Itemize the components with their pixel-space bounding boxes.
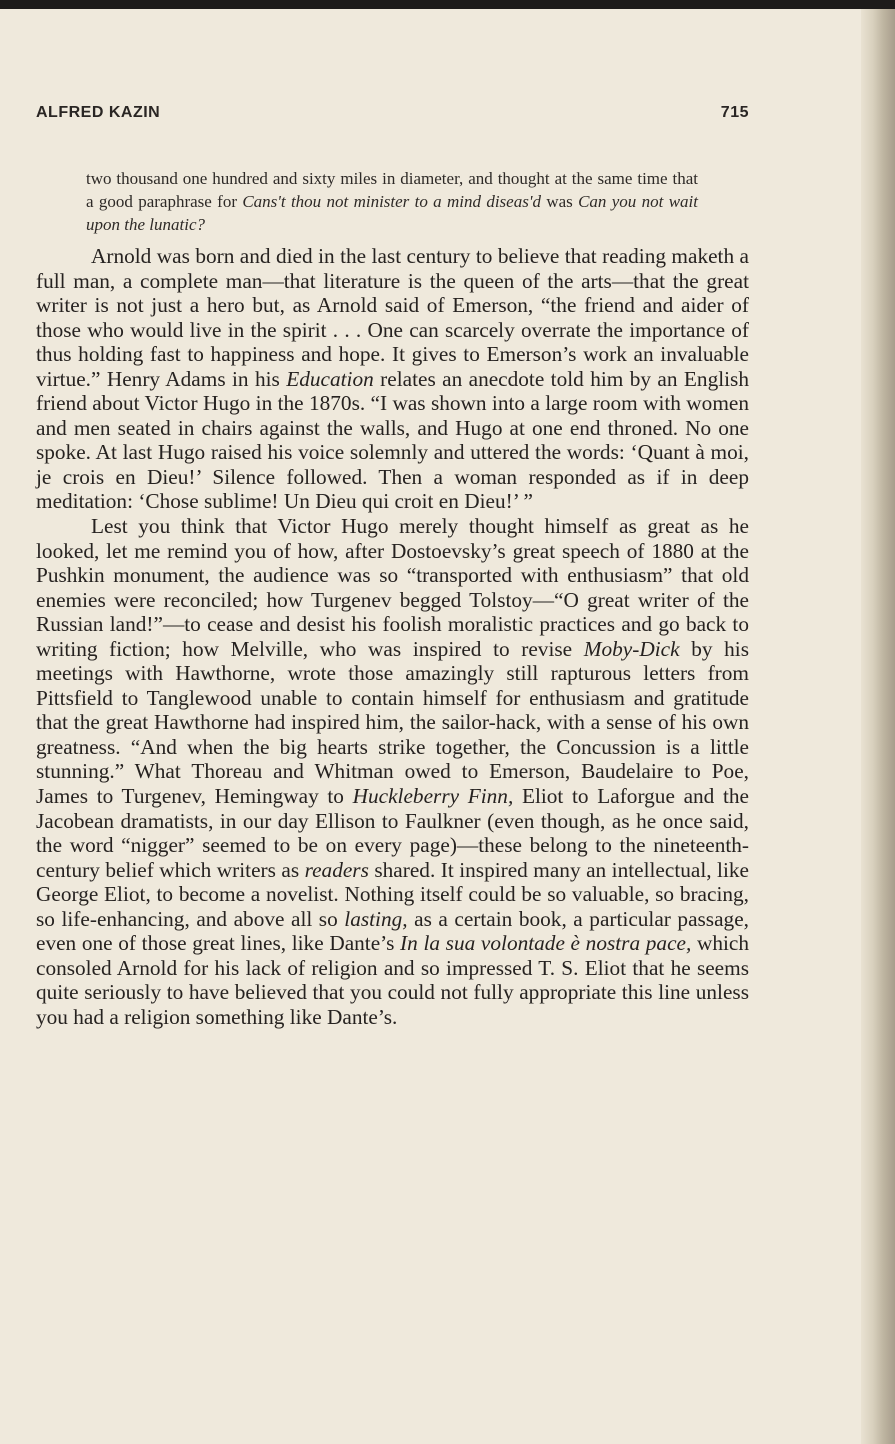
paragraph-text: relates an anecdote told him by an English friend about Victor Hugo in the 1870s. “I was shown into a large room with women and men seated in chairs against the walls, and Hugo at one end throned. No one spoke. At last Hugo raised his voice solemnly and uttered the words: ‘Quant à moi, je crois en Dieu!’ Silence followed. Then a woman responded as if in deep meditation: ‘Chose sublime! Un Dieu qui croit en Dieu!’ ” bbox=[36, 366, 749, 514]
paragraph-text: Eliot to Laforgue and the Jacobean dramatists, in our day Ellison to Faulkner (even though, as he once said, the word “nigger” seemed to be on every page)—these belong to the nineteenth-century belief which writers as bbox=[36, 784, 749, 882]
paragraph-text: which consoled Arnold for his lack of religion and so impressed T. S. Eliot that he seems quite seriously to have believed that you could not fully appropriate this line unless you had a religion something like Dante’s. bbox=[36, 931, 750, 1029]
paragraph-text: Lest you think that Victor Hugo merely thought himself as great as he looked, let me remind you of how, after Dostoevsky’s great speech of 1880 at the Pushkin monument, the audience was so “transported with enthusiasm” that old enemies were reconciled; how Turgenev begged Tolstoy—“O great writer of the Russian land!”—to cease and desist his foolish moralistic practices and go back to writing fiction; how Melville, who was inspired to revise bbox=[36, 514, 749, 661]
running-header bbox=[36, 104, 749, 122]
block-quote bbox=[86, 167, 698, 236]
page-edge-shadow bbox=[861, 9, 895, 1444]
italic-moby-dick: Moby-Dick bbox=[583, 636, 680, 661]
italic-education: Education bbox=[286, 366, 374, 391]
quote-italic-paraphrase: Can you not wait upon the lunatic? bbox=[86, 192, 698, 234]
paragraph-text: by his meetings with Hawthorne, wrote those amazingly still rapturous letters from Pittsfield to Tanglewood unable to contain himself for enthusiasm and gratitude that the great Hawthorne had inspired him, the sailor-hack, with a sense of his own greatness. “And when the big hearts strike together, the Concussion is a little stunning.” What Thoreau and Whitman owed to Emerson, Baudelaire to Poe, James to Turgenev, Hemingway to bbox=[36, 636, 749, 809]
paragraph-2 bbox=[36, 514, 749, 1029]
paragraph-1 bbox=[36, 244, 749, 514]
italic-dante-line: In la sua volontade è nostra pace, bbox=[400, 931, 692, 956]
italic-huckleberry-finn: Huckleberry Finn, bbox=[352, 784, 514, 809]
quote-text: two thousand one hundred and sixty miles in diameter, and thought at the same time that a good paraphrase for bbox=[86, 169, 698, 211]
quote-italic-shakespeare: Cans't thou not minister to a mind diseas'd bbox=[242, 192, 541, 211]
running-head-author: ALFRED KAZIN bbox=[36, 104, 161, 121]
quote-text: was bbox=[540, 192, 579, 211]
paragraph-text: Arnold was born and died in the last century to believe that reading maketh a full man, a complete man—that literature is the queen of the arts—that the great writer is not just a hero but, as Arnold said of Emerson, “the friend and aider of those who would live in the spirit . . . One can scarcely overrate the importance of thus holding fast to happiness and hope. It gives to Emerson’s work an invaluable virtue.” Henry Adams in his bbox=[36, 244, 749, 391]
italic-readers: readers bbox=[304, 857, 369, 882]
body-text bbox=[36, 244, 749, 1030]
paragraph-text: shared. It inspired many an intellectual, like George Eliot, to become a novelist. Nothing itself could be so valuable, so bracing, so life-enhancing, and above all so bbox=[36, 857, 749, 931]
page-number: 715 bbox=[720, 104, 749, 121]
paragraph-text: as a certain book, a particular passage, even one of those great lines, like Dante’s bbox=[36, 906, 749, 956]
italic-lasting: lasting, bbox=[344, 906, 408, 931]
